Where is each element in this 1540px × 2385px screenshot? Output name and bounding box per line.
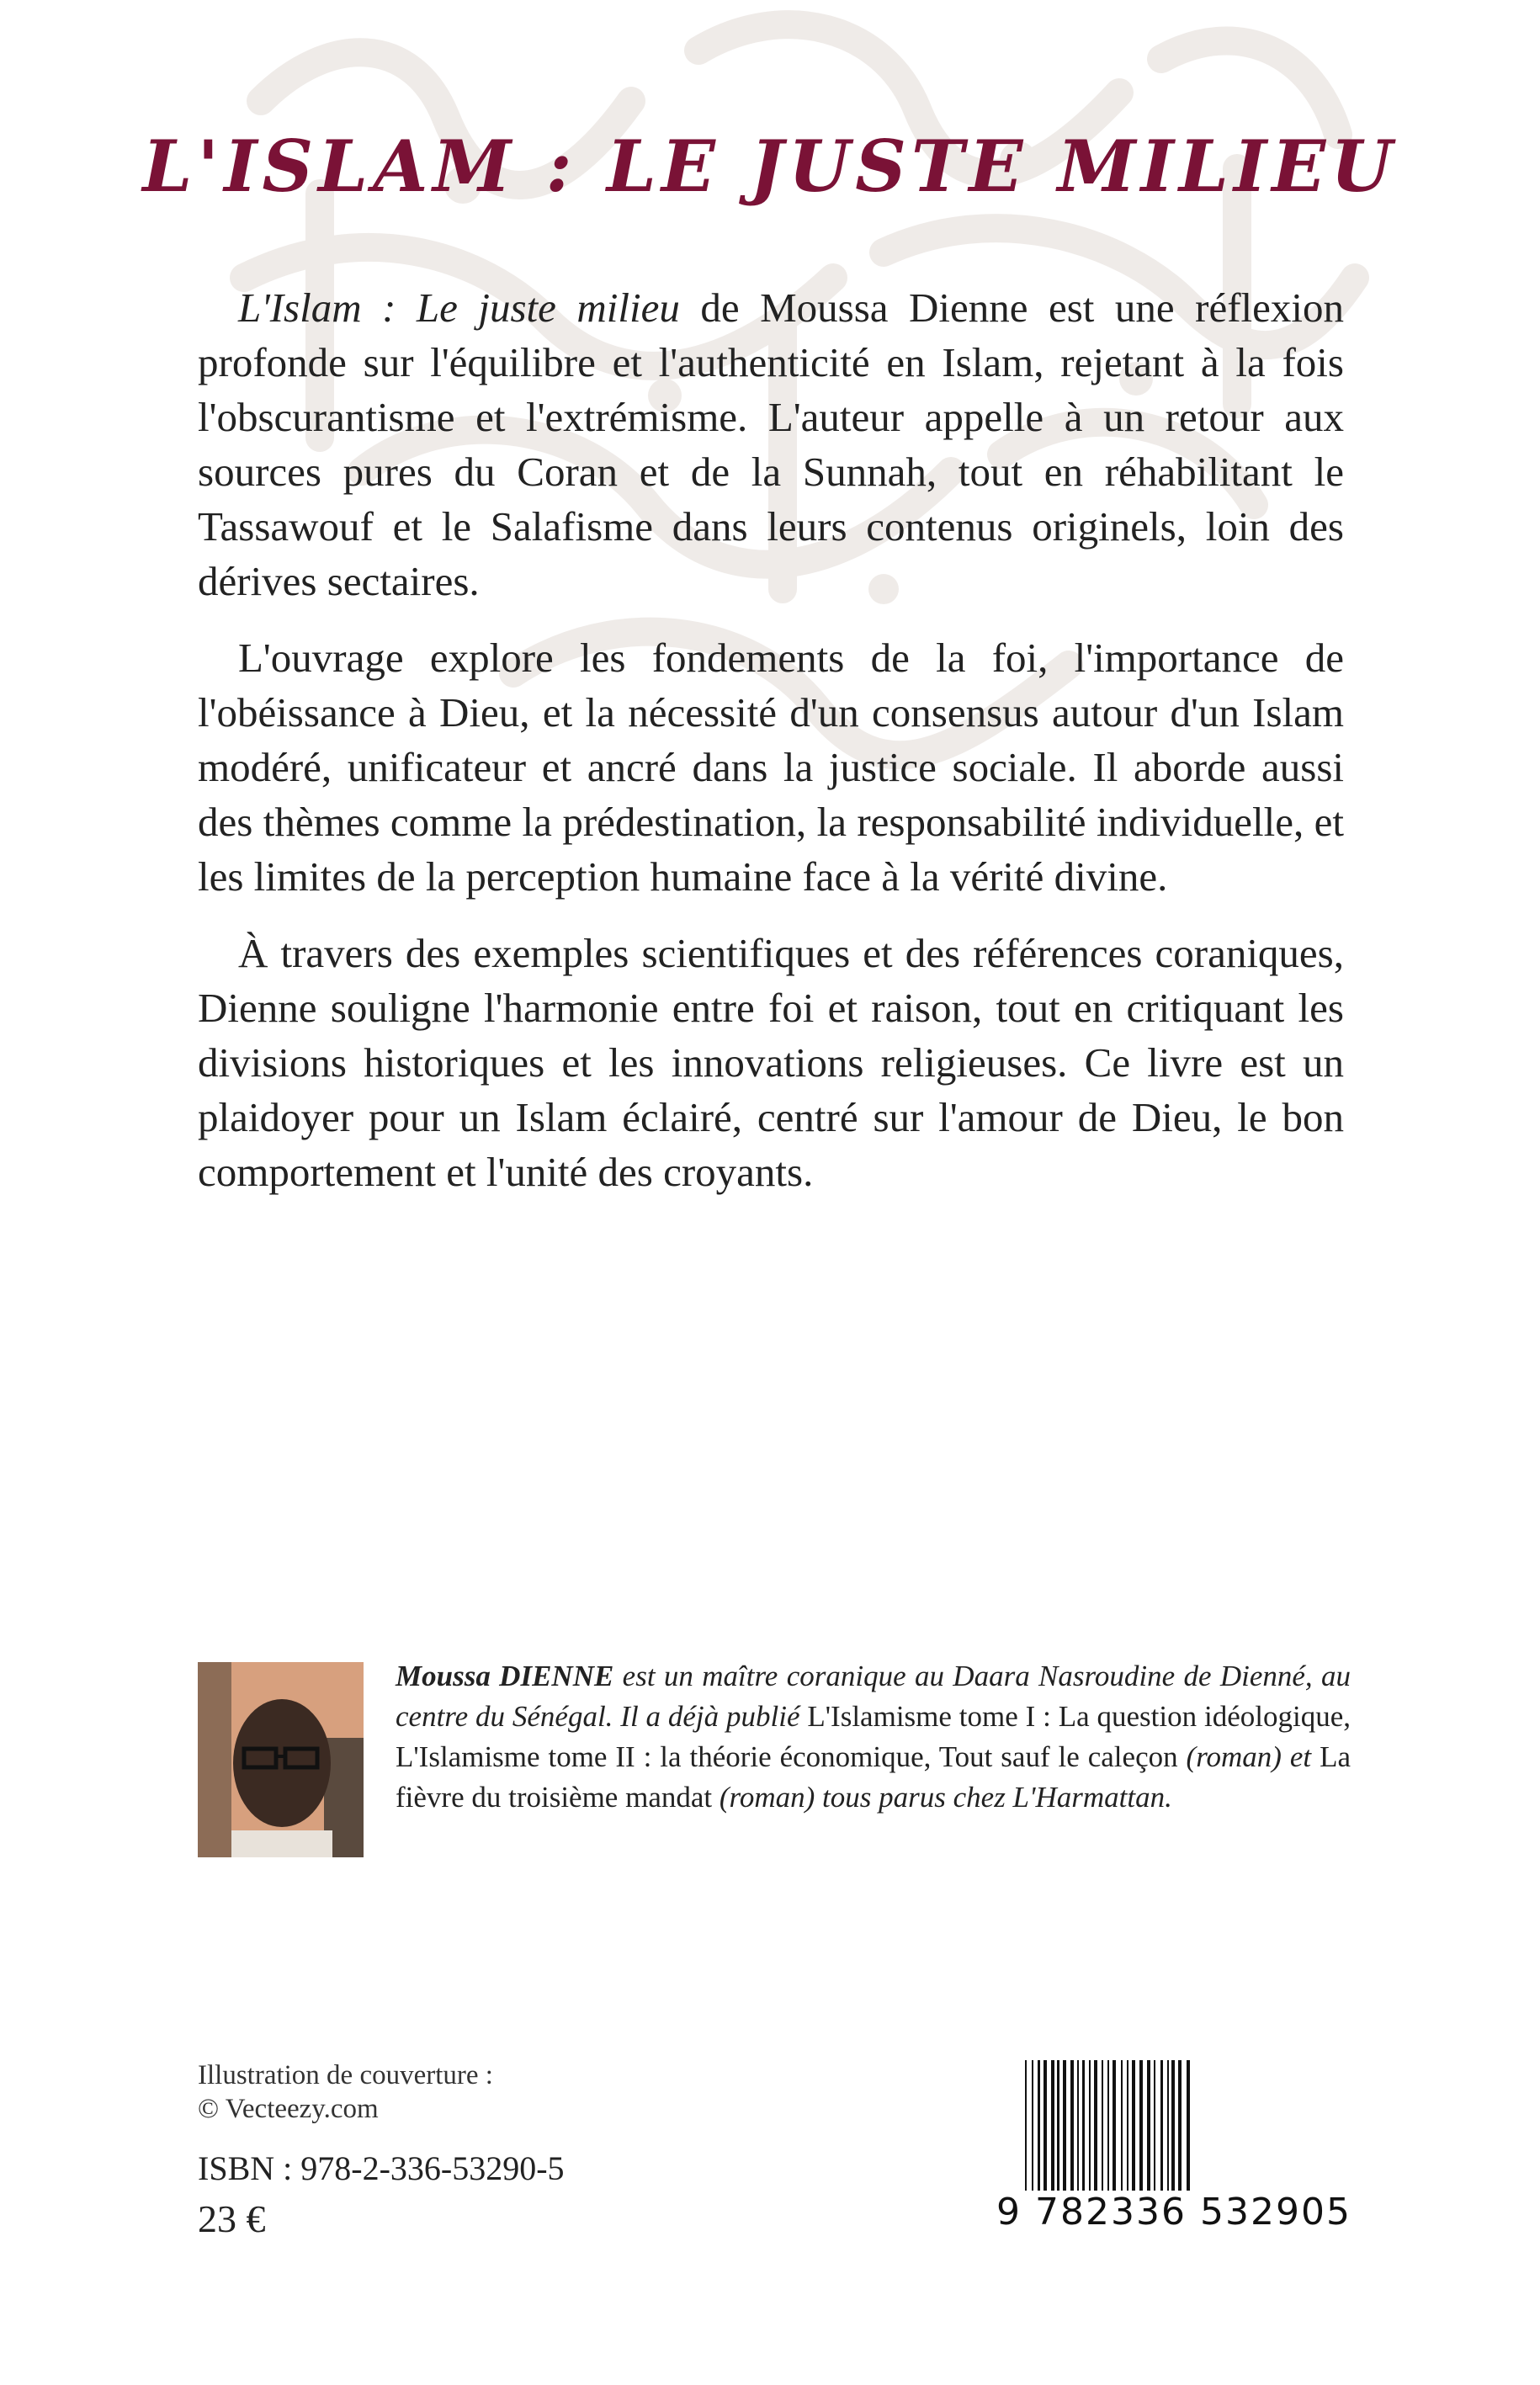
- barcode-bar: [1147, 2060, 1150, 2191]
- barcode-bar: [1139, 2060, 1143, 2191]
- barcode-bar: [1043, 2060, 1047, 2191]
- barcode-bar: [1077, 2060, 1079, 2191]
- barcode-bar: [1171, 2060, 1175, 2191]
- author-books-2: La fièvre du troisième mandat: [396, 1740, 1351, 1814]
- barcode-bar: [1187, 2060, 1190, 2191]
- author-bio: [396, 1656, 1351, 1818]
- author-bio-text: est un maître coranique au Daara Nasroudine de Dienné, au centre du Sénégal. Il a déjà publié: [396, 1660, 1351, 1733]
- price: 23 €: [198, 2197, 266, 2240]
- barcode-bar: [1025, 2060, 1027, 2191]
- isbn: ISBN : 978-2-336-53290-5: [198, 2149, 565, 2187]
- barcode-bar: [1107, 2060, 1109, 2191]
- barcode-bar: [1154, 2060, 1155, 2191]
- blurb-paragraph-2: L'ouvrage explore les fondements de la foi, l'importance de l'obéissance à Dieu, et la nécessité d'un consensus autour d'un Islam modéré, unificateur et ancré dans la justice sociale. Il aborde aussi des thèmes comme la prédestination, la responsabilité individuelle, et les limites de la perception humaine face à la vérité divine.: [198, 635, 1344, 900]
- barcode-bar: [1132, 2060, 1135, 2191]
- credits-line-2: © Vecteezy.com: [198, 2094, 379, 2124]
- barcode-digits: 9 782336 532905: [996, 2191, 1351, 2234]
- credits-line-1: Illustration de couverture :: [198, 2060, 493, 2090]
- barcode-bar: [1127, 2060, 1128, 2191]
- illustration-credits: [198, 2058, 493, 2126]
- book-title: L'ISLAM : LE JUSTE MILIEU: [142, 125, 1398, 208]
- author-photo: [198, 1662, 364, 1857]
- barcode-bar: [1051, 2060, 1054, 2191]
- barcode-bar: [1178, 2060, 1182, 2191]
- barcode-bar: [1094, 2060, 1097, 2191]
- barcode-bar: [1082, 2060, 1085, 2191]
- back-cover-blurb: [198, 280, 1344, 1221]
- blurb-paragraph-1: [198, 280, 1344, 608]
- blurb-paragraph-1-text: de Moussa Dienne est une réflexion profonde sur l'équilibre et l'authenticité en Islam, rejetant à la fois l'obscurantisme et l'extrémisme. L'auteur appelle à un retour aux sources pures du Coran et de la Sunnah, tout en réhabilitant le Tassawouf et le Salafisme dans leurs contenus originels, loin des dérives sectaires.: [198, 284, 1344, 604]
- author-genre-1: (roman) et: [1186, 1740, 1320, 1773]
- barcode-bar: [1038, 2060, 1040, 2191]
- blurb-paragraph-3: À travers des exemples scientifiques et des références coraniques, Dienne souligne l'harmonie entre foi et raison, tout en critiquant les divisions historiques et les innovations religieuses. Ce livre est un plaidoyer pour un Islam éclairé, centré sur l'amour de Dieu, le bon comportement et l'unité des croyants.: [198, 930, 1344, 1195]
- author-genre-2: (roman) tous parus chez L'Harmattan.: [712, 1781, 1172, 1814]
- barcode-bar: [1167, 2060, 1169, 2191]
- author-books-1: L'Islamisme tome I : La question idéologique, L'Islamisme tome II : la théorie économique, Tout sauf le caleçon: [396, 1700, 1351, 1773]
- barcode-bar: [1113, 2060, 1116, 2191]
- book-title-reference: L'Islam : Le juste milieu: [238, 284, 680, 331]
- barcode-bar: [1057, 2060, 1059, 2191]
- barcode-bar: [1089, 2060, 1091, 2191]
- barcode-bar: [1063, 2060, 1066, 2191]
- barcode-bar: [1032, 2060, 1033, 2191]
- barcode-bar: [1160, 2060, 1163, 2191]
- author-name: Moussa DIENNE: [396, 1660, 614, 1692]
- barcode-bar: [1102, 2060, 1103, 2191]
- barcode-bar: [1121, 2060, 1123, 2191]
- barcode-bar: [1070, 2060, 1074, 2191]
